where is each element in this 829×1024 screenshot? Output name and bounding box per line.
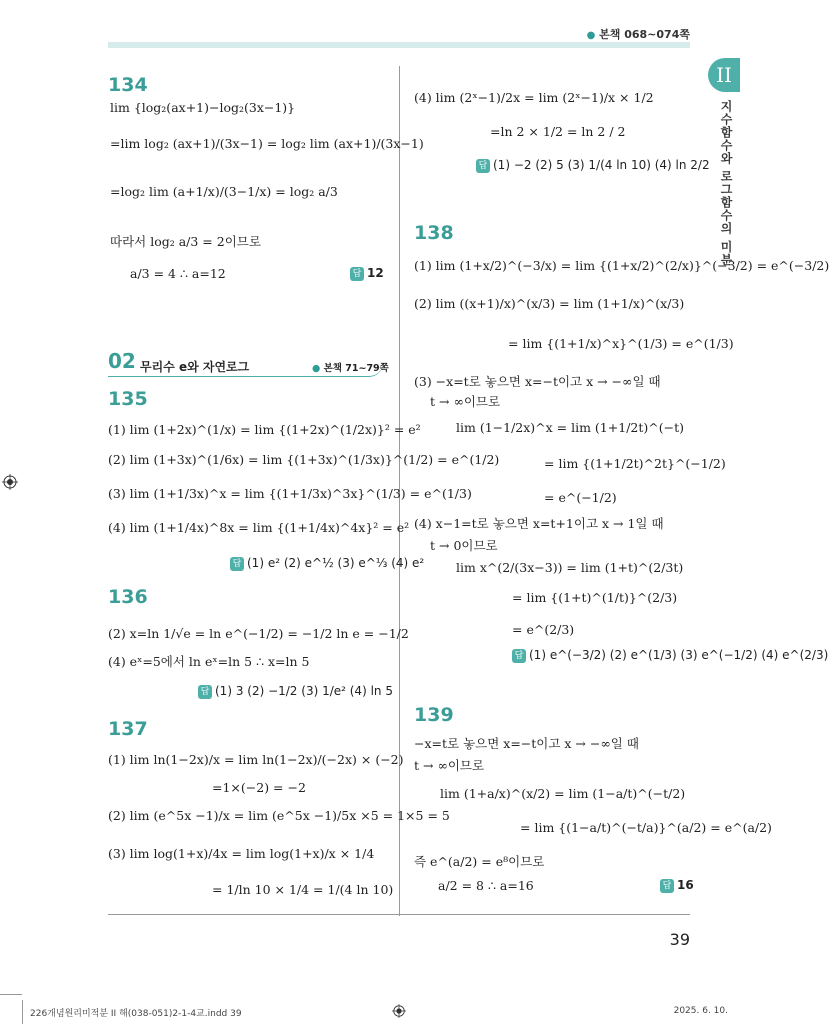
p135-line-1: (1) lim (1+2x)^(1/x) = lim {(1+2x)^(1/2x)}² = e² <box>108 422 421 437</box>
problem-number-134: 134 <box>108 74 148 96</box>
p138-line-6: lim (1−1/2x)^x = lim (1+1/2t)^(−t) <box>456 420 684 435</box>
p139-line-2: t → ∞이므로 <box>414 758 485 773</box>
problem-number-139: 139 <box>414 704 454 726</box>
problem-number-137: 137 <box>108 718 148 740</box>
p135-line-2: (2) lim (1+3x)^(1/6x) = lim {(1+3x)^(1/3x)}^(1/2) = e^(1/2) <box>108 452 500 467</box>
footer-date: 2025. 6. 10. <box>673 1006 728 1016</box>
p138-line-3: = lim {(1+1/x)^x}^(1/3) = e^(1/3) <box>508 336 734 351</box>
problem-number-135: 135 <box>108 388 148 410</box>
answer-badge: 답 <box>476 159 490 173</box>
p138-line-9: (4) x−1=t로 놓으면 x=t+1이고 x → 1일 때 <box>414 516 664 531</box>
p138-line-8: = e^(−1/2) <box>544 490 617 505</box>
section-title: 무리수 e와 자연로그 <box>140 360 250 374</box>
p139-line-6: a/2 = 8 ∴ a=16 <box>438 878 534 893</box>
p134-line-5: a/3 = 4 ∴ a=12 <box>130 266 226 281</box>
footer-file: 226개념원리미적분 II 해(038-051)2-1-4교.indd 39 <box>30 1009 242 1019</box>
p138-line-13: = e^(2/3) <box>512 622 575 637</box>
registration-mark-icon <box>392 1004 406 1018</box>
p134-answer: 답 12 <box>350 266 384 281</box>
p135-line-4: (4) lim (1+1/4x)^8x = lim {(1+1/4x)^4x}² = e² <box>108 520 410 535</box>
p139-line-4: = lim {(1−a/t)^(−t/a)}^(a/2) = e^(a/2) <box>520 820 772 835</box>
p138-line-7: = lim {(1+1/2t)^2t}^(−1/2) <box>544 456 726 471</box>
crop-mark <box>22 1000 23 1024</box>
page-number: 39 <box>669 930 690 949</box>
p137-cont-line-1: (4) lim (2ˣ−1)/2x = lim (2ˣ−1)/x × 1/2 <box>414 90 654 105</box>
p138-line-12: = lim {(1+t)^(1/t)}^(2/3) <box>512 590 678 605</box>
p134-line-2: =lim log₂ (ax+1)/(3x−1) = log₂ lim (ax+1)/(3x−1) <box>110 136 424 151</box>
p139-line-3: lim (1+a/x)^(x/2) = lim (1−a/t)^(−t/2) <box>440 786 686 801</box>
p138-line-2: (2) lim ((x+1)/x)^(x/3) = lim (1+1/x)^(x/3) <box>414 296 685 311</box>
chapter-tab: II <box>708 58 740 92</box>
p137-line-1: (1) lim ln(1−2x)/x = lim ln(1−2x)/(−2x) × (−2) <box>108 752 404 767</box>
answer-badge: 답 <box>350 267 364 281</box>
p135-answer: 답 (1) e² (2) e^½ (3) e^⅓ (4) e² <box>230 556 424 571</box>
p137-answer: 답 (1) −2 (2) 5 (3) 1/(4 ln 10) (4) ln 2/2 <box>476 158 710 173</box>
p137-line-3: (2) lim (e^5x −1)/x = lim (e^5x −1)/5x ×5 = 1×5 = 5 <box>108 808 450 823</box>
p136-line-2: (4) eˣ=5에서 ln eˣ=ln 5 ∴ x=ln 5 <box>108 654 310 669</box>
p138-line-11: lim x^(2/(3x−3)) = lim (1+t)^(2/3t) <box>456 560 684 575</box>
bottom-rule <box>108 914 690 915</box>
p136-answer: 답 (1) 3 (2) −1/2 (3) 1/e² (4) ln 5 <box>198 684 393 699</box>
p136-line-1: (2) x=ln 1/√e = ln e^(−1/2) = −1/2 ln e = −1/2 <box>108 626 409 641</box>
problem-number-138: 138 <box>414 222 454 244</box>
p137-line-2: =1×(−2) = −2 <box>212 780 306 795</box>
answer-badge: 답 <box>512 649 526 663</box>
p138-answer: 답 (1) e^(−3/2) (2) e^(1/3) (3) e^(−1/2) (4) e^(2/3) <box>512 648 828 663</box>
crop-mark <box>0 994 22 995</box>
answer-badge: 답 <box>660 879 674 893</box>
chapter-title: 지수함수와 로그함수의 미분 <box>719 100 733 267</box>
p134-line-1: lim {log₂(ax+1)−log₂(3x−1)} <box>110 100 296 115</box>
p139-answer: 답 16 <box>660 878 694 893</box>
registration-mark-icon <box>2 474 18 490</box>
p139-line-5: 즉 e^(a/2) = e⁸이므로 <box>414 854 545 869</box>
answer-badge: 답 <box>230 557 244 571</box>
problem-number-136: 136 <box>108 586 148 608</box>
p137-cont-line-2: =ln 2 × 1/2 = ln 2 / 2 <box>490 124 626 139</box>
answer-badge: 답 <box>198 685 212 699</box>
p138-line-10: t → 0이므로 <box>430 538 498 553</box>
p134-line-4: 따라서 log₂ a/3 = 2이므로 <box>110 234 261 249</box>
p138-line-5: t → ∞이므로 <box>430 394 501 409</box>
p137-line-4: (3) lim log(1+x)/4x = lim log(1+x)/x × 1/4 <box>108 846 375 861</box>
p135-line-3: (3) lim (1+1/3x)^x = lim {(1+1/3x)^3x}^(1/3) = e^(1/3) <box>108 486 472 501</box>
header-bar <box>108 42 690 48</box>
p138-line-4: (3) −x=t로 놓으면 x=−t이고 x → −∞일 때 <box>414 374 661 389</box>
p138-line-1: (1) lim (1+x/2)^(−3/x) = lim {(1+x/2)^(2/x)}^(−3/2) = e^(−3/2) <box>414 258 829 273</box>
section-number: 02 <box>108 349 136 373</box>
p134-line-3: =log₂ lim (a+1/x)/(3−1/x) = log₂ a/3 <box>110 184 338 199</box>
section-reference: ● 본책 71~79쪽 <box>312 363 389 374</box>
p139-line-1: −x=t로 놓으면 x=−t이고 x → −∞일 때 <box>414 736 639 751</box>
header-reference: ● 본책 068~074쪽 <box>586 28 690 41</box>
p137-line-5: = 1/ln 10 × 1/4 = 1/(4 ln 10) <box>212 882 394 897</box>
